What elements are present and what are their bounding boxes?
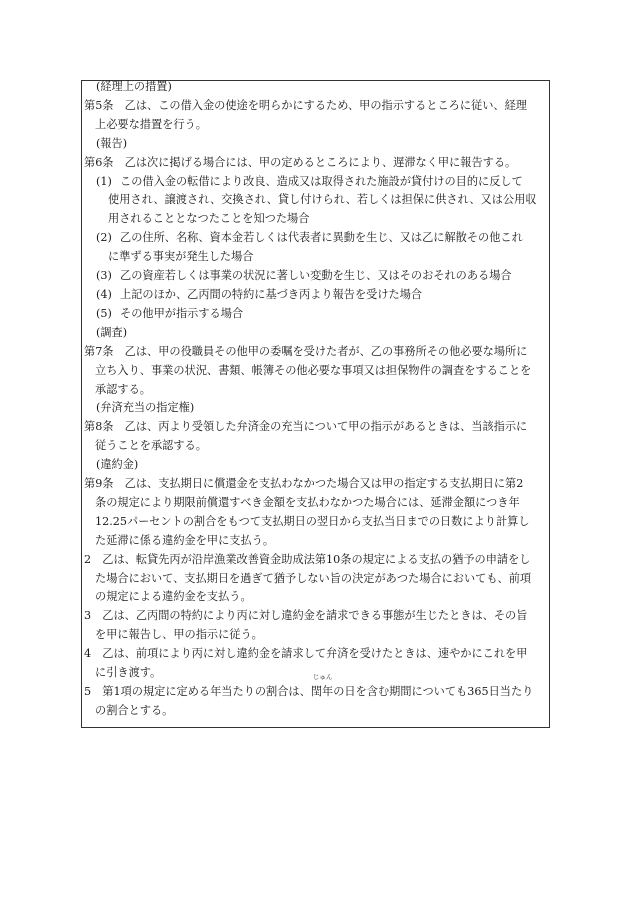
article-6-line: 第6条 乙は次に掲げる場合には、甲の定めるところにより、遅滞なく甲に報告する。: [84, 155, 517, 169]
paragraph-line: の割合とする。: [95, 703, 174, 717]
list-item: [84, 229, 550, 267]
item-line: 用されることとなつたことを知つた場合: [108, 212, 310, 226]
paragraph-line: の規定による違約金を支払う。: [95, 590, 252, 604]
article-5-line: 上必要な措置を行う。: [95, 117, 207, 131]
ruby-base: 閏: [310, 685, 323, 698]
article-8-line: 第8条 乙は、丙より受領した弁済金の充当について甲の指示があるときは、当該指示に: [84, 420, 528, 434]
item-number: (3): [96, 269, 112, 283]
article-9: [84, 475, 550, 551]
item-number: (5): [96, 306, 112, 320]
heading-report: (報告): [96, 136, 128, 150]
paragraph-3: [84, 607, 550, 645]
article-8-line: 従うことを承認する。: [95, 439, 207, 453]
item-line: に準ずる事実が発生した場合: [108, 250, 254, 264]
list-item: [84, 267, 550, 286]
article-5-line: 第5条 乙は、この借入金の使途を明らかにするため、甲の指示するところに従い、経理: [84, 98, 527, 112]
list-item: [84, 286, 550, 305]
item-number: (1): [96, 174, 112, 188]
contract-text: [84, 78, 550, 721]
item-line: 乙の資産若しくは事業の状況に著しい変動を生じ、又はそのおそれのある場合: [120, 269, 512, 283]
paragraph-text: 年の日を含む期間についても365日当たり: [322, 685, 534, 698]
article-9-line: た延滞に係る違約金を甲に支払う。: [95, 533, 275, 547]
article-7-line: 立ち入り、事業の状況、書類、帳簿その他必要な事項又は担保物件の調査をすることを: [95, 363, 532, 377]
article-8: [84, 418, 550, 456]
item-line: 上記のほか、乙丙間の特約に基づき丙より報告を受けた場合: [120, 287, 423, 301]
paragraph-text: 5 第1項の規定に定める年当たりの割合は、: [84, 685, 311, 698]
article-7: [84, 343, 550, 400]
paragraph-line: に引き渡す。: [95, 666, 162, 680]
article-9-line: 第9条 乙は、支払期日に償還金を支払わなかつた場合又は甲の指定する支払期日に第2: [84, 477, 524, 491]
heading-appropriation: (弁済充当の指定権): [96, 401, 195, 415]
list-item: [84, 305, 550, 324]
heading-accounting: (経理上の措置): [96, 80, 172, 93]
paragraph-2: [84, 551, 550, 608]
item-line: この借入金の転借により改良、造成又は取得された施設が貸付けの目的に反して: [120, 174, 523, 188]
article-5: [84, 97, 550, 135]
heading-inspection: (調査): [96, 325, 128, 339]
ruby-leap: [310, 673, 333, 702]
heading-penalty: (違約金): [96, 458, 139, 472]
article-7-line: 第7条 乙は、甲の役職員その他甲の委嘱を受けた者が、乙の事務所その他必要な場所に: [84, 344, 528, 358]
article-9-line: 12.25パーセントの割合をもつて支払期日の翌日から支払当日までの日数により計算し: [95, 514, 530, 528]
item-number: (2): [96, 231, 112, 245]
item-line: その他甲が指示する場合: [120, 306, 244, 320]
ruby-reading: じゅん: [312, 673, 333, 681]
item-number: (4): [96, 287, 112, 301]
paragraph-line: た場合において、支払期日を過ぎて猶予しない旨の決定があつた場合においても、前項: [95, 571, 532, 585]
article-6: [84, 154, 550, 173]
list-item: [84, 173, 550, 230]
article-7-line: 承認する。: [95, 382, 151, 396]
paragraph-line: 4 乙は、前項により丙に対し違約金を請求して弁済を受けたときは、速やかにこれを甲: [84, 647, 528, 661]
paragraph-line: を甲に報告し、甲の指示に従う。: [95, 628, 263, 642]
item-line: 乙の住所、名称、資本金若しくは代表者に異動を生じ、又は乙に解散その他これ: [120, 231, 523, 245]
article-9-line: 条の規定により期限前償還すべき金額を支払わなかつた場合には、延滞金額につき年: [95, 495, 520, 509]
paragraph-line: 2 乙は、転貸先丙が沿岸漁業改善資金助成法第10条の規定による支払の猶予の申請をし: [84, 552, 531, 566]
item-line: 使用され、譲渡され、交換され、貸し付けられ、若しくは担保に供され、又は公用収: [108, 193, 537, 207]
paragraph-line: 3 乙は、乙丙間の特約により丙に対し違約金を請求できる事態が生じたときは、その旨: [84, 609, 528, 623]
